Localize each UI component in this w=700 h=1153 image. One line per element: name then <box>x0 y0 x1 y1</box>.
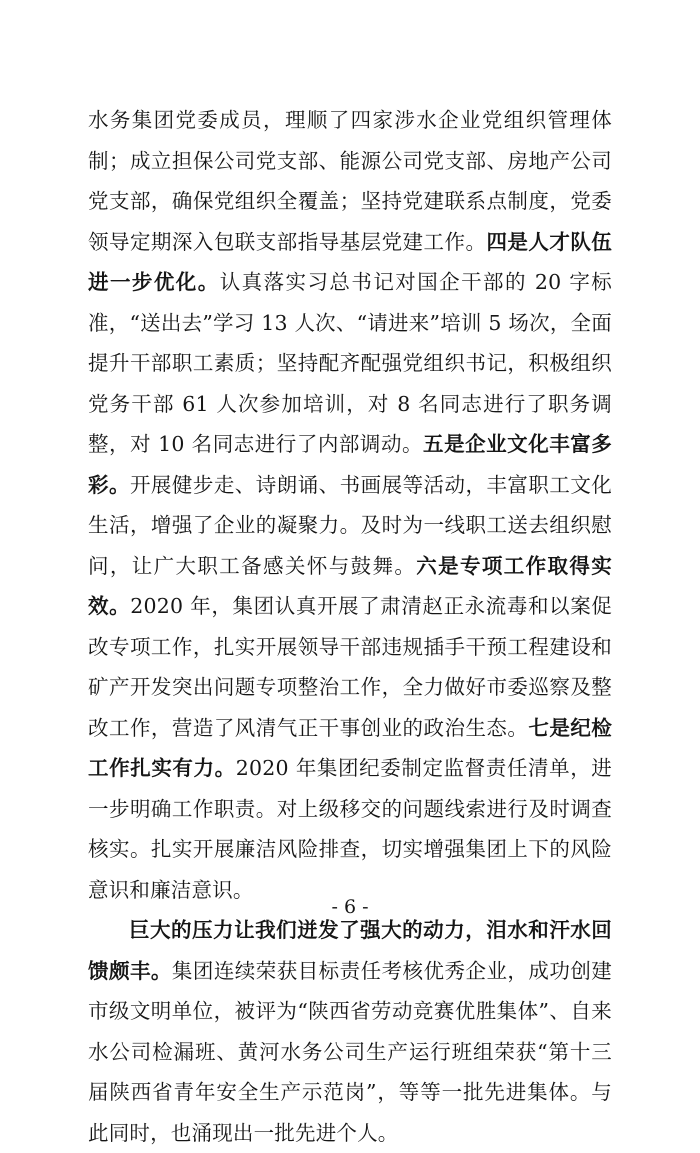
page-number: - 6 - <box>331 896 369 918</box>
emphasis-run: 五是企业文化丰富多彩。 <box>88 432 612 497</box>
emphasis-run: 巨大的压力让我们迸发了强大的动力，泪水和汗水回馈颇丰。 <box>88 918 612 983</box>
text-run: 认真落实习总书记对国企干部的 20 字标准，“送出去”学习 13 人次、“请进来”培训 5 场次，全面提升干部职工素质；坚持配齐配强党组织书记，积极组织党务干部 61 人次参加培训，对 8 名同志进行了职务调整，对 10 名同志进行了内部调动。 <box>88 270 612 456</box>
text-run: 水务集团党委成员，理顺了四家涉水企业党组织管理体制；成立担保公司党支部、能源公司党支部、房地产公司党支部，确保党组织全覆盖；坚持党建联系点制度，党委领导定期深入包联支部指导基层党建工作。 <box>88 108 612 254</box>
text-run: 开展健步走、诗朗诵、书画展等活动，丰富职工文化生活，增强了企业的凝聚力。及时为一线职工送去组织慰问，让广大职工备感关怀与鼓舞。 <box>88 472 612 578</box>
document-body <box>88 100 612 1153</box>
emphasis-run: 四是人才队伍进一步优化。 <box>88 229 612 294</box>
paragraph-2 <box>88 910 612 1153</box>
emphasis-run: 六是专项工作取得实效。 <box>88 553 612 618</box>
paragraph-1 <box>88 100 612 910</box>
emphasis-run: 七是纪检工作扎实有力。 <box>88 715 612 780</box>
text-run: 2020 年，集团认真开展了肃清赵正永流毒和以案促改专项工作，扎实开展领导干部违规插手干预工程建设和矿产开发突出问题专项整治工作，全力做好市委巡察及整改工作，营造了风清气正干事创业的政治生态。 <box>88 594 613 740</box>
text-run: 集团连续荣获目标责任考核优秀企业，成功创建市级文明单位，被评为“陕西省劳动竞赛优胜集体”、自来水公司检漏班、黄河水务公司生产运行班组荣获“第十三届陕西省青年安全生产示范岗”，等等一批先进集体。与此同时，也涌现出一批先进个人。 <box>88 958 612 1145</box>
text-run: 2020 年集团纪委制定监督责任清单，进一步明确工作职责。对上级移交的问题线索进行及时调查核实。扎实开展廉洁风险排查，切实增强集团上下的风险意识和廉洁意识。 <box>88 756 612 902</box>
